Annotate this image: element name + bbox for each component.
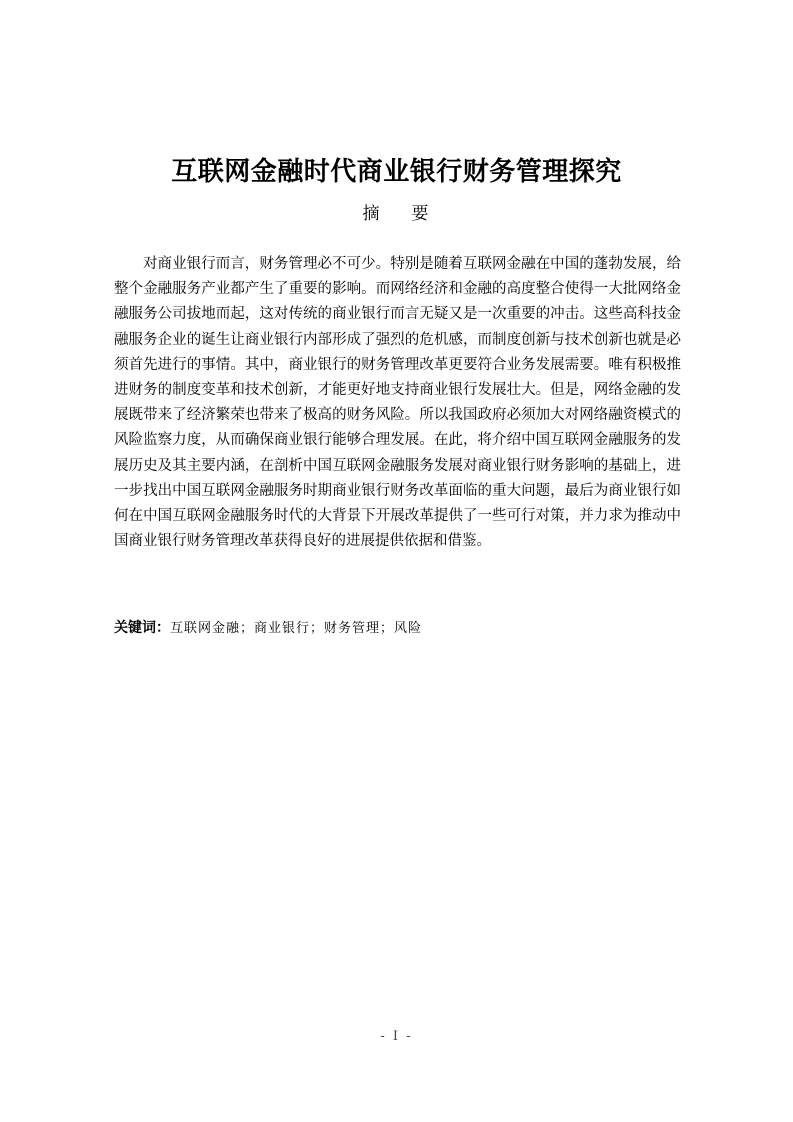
page-number: - I - xyxy=(380,1029,413,1044)
keywords-value: 互联网金融；商业银行；财务管理；风险 xyxy=(170,621,423,636)
keywords-label: 关键词： xyxy=(114,620,170,636)
abstract-heading xyxy=(0,201,793,227)
abstract-heading-char-1: 摘 xyxy=(362,204,382,224)
keywords-line xyxy=(114,617,681,640)
abstract-heading-char-2: 要 xyxy=(411,204,431,224)
abstract-paragraph: 对商业银行而言，财务管理必不可少。特别是随着互联网金融在中国的蓬勃发展，给整个金融服务产业都产生了重要的影响。而网络经济和金融的高度整合使得一大批网络金融服务公司拔地而起，这对传统的商业银行而言无疑又是一次重要的冲击。这些高科技金融服务企业的诞生让商业银行内部形成了强烈的危机感，而制度创新与技术创新也就是必须首先进行的事情。其中，商业银行的财务管理改革更要符合业务发展需要。唯有积极推进财务的制度变革和技术创新，才能更好地支持商业银行发展壮大。但是，网络金融的发展既带来了经济繁荣也带来了极高的财务风险。所以我国政府必须加大对网络融资模式的风险监察力度，从而确保商业银行能够合理发展。在此，将介绍中国互联网金融服务的发展历史及其主要内涵，在剖析中国互联网金融服务发展对商业银行财务影响的基础上，进一步找出中国互联网金融服务时期商业银行财务改革面临的重大问题，最后为商业银行如何在中国互联网金融服务时代的大背景下开展改革提供了一些可行对策，并力求为推动中国商业银行财务管理改革获得良好的进展提供依据和借鉴。 xyxy=(114,256,681,550)
document-title: 互联网金融时代商业银行财务管理探究 xyxy=(171,157,622,187)
